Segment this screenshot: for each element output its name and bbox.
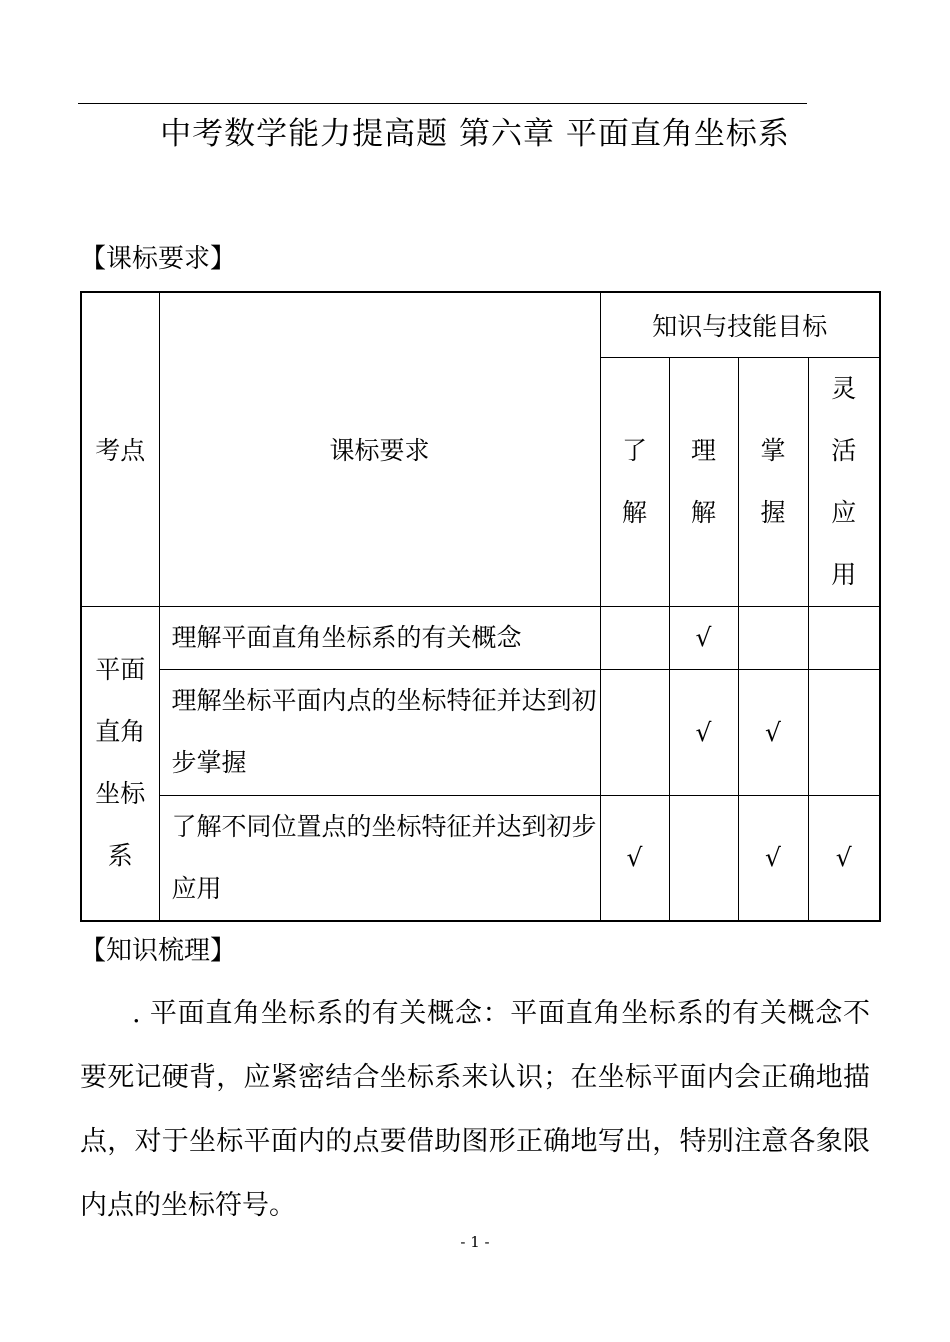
header-goal-label: 掌握 [760,435,786,527]
header-goal-comprehend [669,357,738,606]
body-paragraph [80,982,870,1238]
header-point: 考点 [81,292,159,606]
header-goal-label: 灵活应用 [831,373,857,589]
header-goal-understand [600,357,669,606]
mark-cell: √ [738,795,808,921]
header-goal-apply [808,357,880,606]
page-title: 中考数学能力提高题 第六章 平面直角坐标系 [160,116,790,152]
header-goal-group: 知识与技能目标 [600,292,880,357]
section-heading-knowledge: 【知识梳理】 [80,936,237,966]
header-requirement: 课标要求 [159,292,600,606]
mark-cell [600,669,669,795]
mark-cell: √ [600,795,669,921]
mark-cell [738,606,808,669]
header-goal-master [738,357,808,606]
requirement-cell: 理解坐标平面内点的坐标特征并达到初步掌握 [159,669,600,795]
header-goal-label: 理解 [690,435,716,527]
section-heading-curriculum: 【课标要求】 [80,244,237,274]
page-number: - 1 - [460,1233,490,1251]
mark-cell [600,606,669,669]
mark-cell [808,669,880,795]
header-goal-label: 了解 [621,435,647,527]
mark-cell [669,795,738,921]
topic-cell [81,606,159,921]
paragraph-text: . 平面直角坐标系的有关概念：平面直角坐标系的有关概念不要死记硬背，应紧密结合坐标系来认识；在坐标平面内会正确地描点，对于坐标平面内的点要借助图形正确地写出，特别注意各象限内点的坐标符号。 [80,998,870,1221]
mark-cell: √ [669,606,738,669]
mark-cell: √ [738,669,808,795]
topic-label: 平面直角坐标系 [95,655,146,871]
mark-cell: √ [669,669,738,795]
mark-cell [808,606,880,669]
requirement-cell: 理解平面直角坐标系的有关概念 [159,606,600,669]
header-rule [78,103,807,104]
curriculum-table [80,291,881,922]
mark-cell: √ [808,795,880,921]
requirement-cell: 了解不同位置点的坐标特征并达到初步应用 [159,795,600,921]
